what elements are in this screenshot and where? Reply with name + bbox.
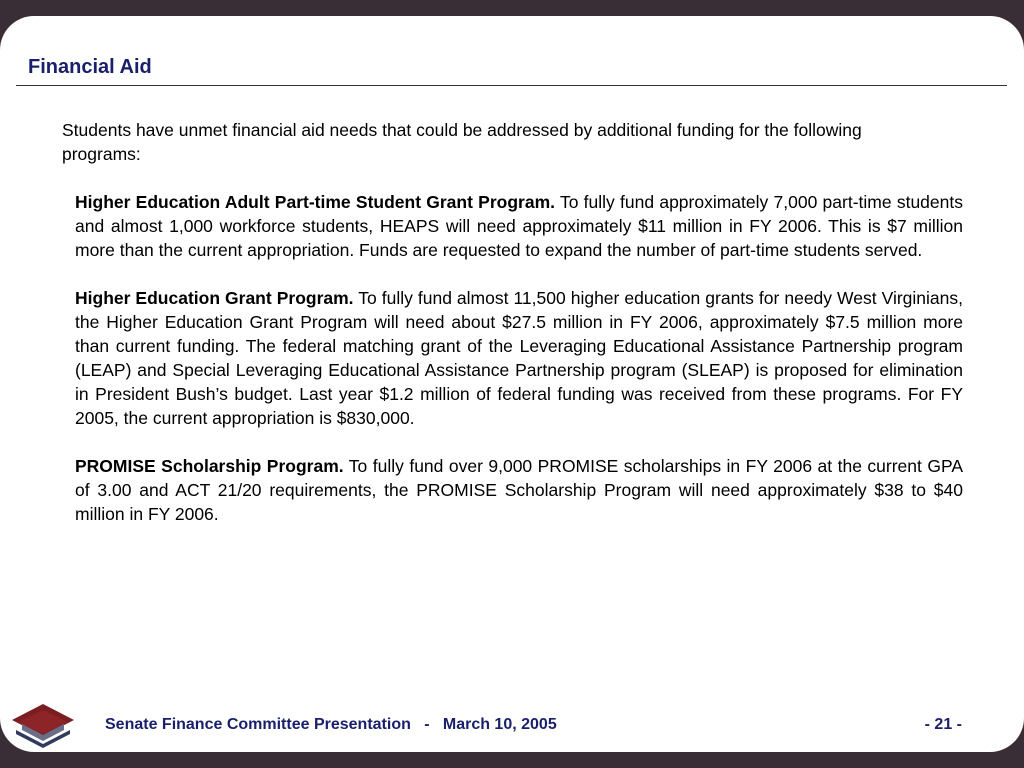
program-item-promise [75, 454, 963, 526]
program-item-heg [75, 286, 963, 430]
program-description: To fully fund approximately 7,000 part-time students and almost 1,000 workforce students, HEAPS will need approximately $11 million in FY 2006. This is $7 million more than the current appropriation. Funds are requested to expand the number of part-time students served. [75, 192, 963, 260]
page-number: - 21 - [924, 716, 962, 733]
program-description: To fully fund almost 11,500 higher education grants for needy West Virginians, the Higher Education Grant Program will need about $27.5 million in FY 2006, approximately $7.5 million more than current funding. The federal matching grant of the Leveraging Educational Assistance Partnership program (LEAP) and Special Leveraging Educational Assistance Partnership program (SLEAP) is proposed for elimination in President Bush’s budget. Last year $1.2 million of federal funding was received from these programs. For FY 2005, the current appropriation is $830,000. [75, 288, 963, 428]
program-list [75, 190, 963, 550]
program-name: Higher Education Grant Program. [75, 288, 354, 308]
footer-presentation-title: Senate Finance Committee Presentation - March 10, 2005 [105, 716, 557, 733]
program-name: Higher Education Adult Part-time Student Grant Program. [75, 192, 556, 212]
graduation-cap-icon [8, 700, 78, 750]
slide-title: Financial Aid [28, 56, 152, 78]
title-divider [16, 85, 1007, 86]
intro-text: Students have unmet financial aid needs that could be addressed by additional funding for the following programs: [62, 120, 862, 164]
slide [0, 16, 1024, 752]
program-description: To fully fund over 9,000 PROMISE scholarships in FY 2006 at the current GPA of 3.00 and ACT 21/20 requirements, the PROMISE Scholarship Program will need approximately $38 to $40 million in FY 2006. [75, 456, 963, 524]
program-name: PROMISE Scholarship Program. [75, 456, 344, 476]
program-item-heaps [75, 190, 963, 262]
